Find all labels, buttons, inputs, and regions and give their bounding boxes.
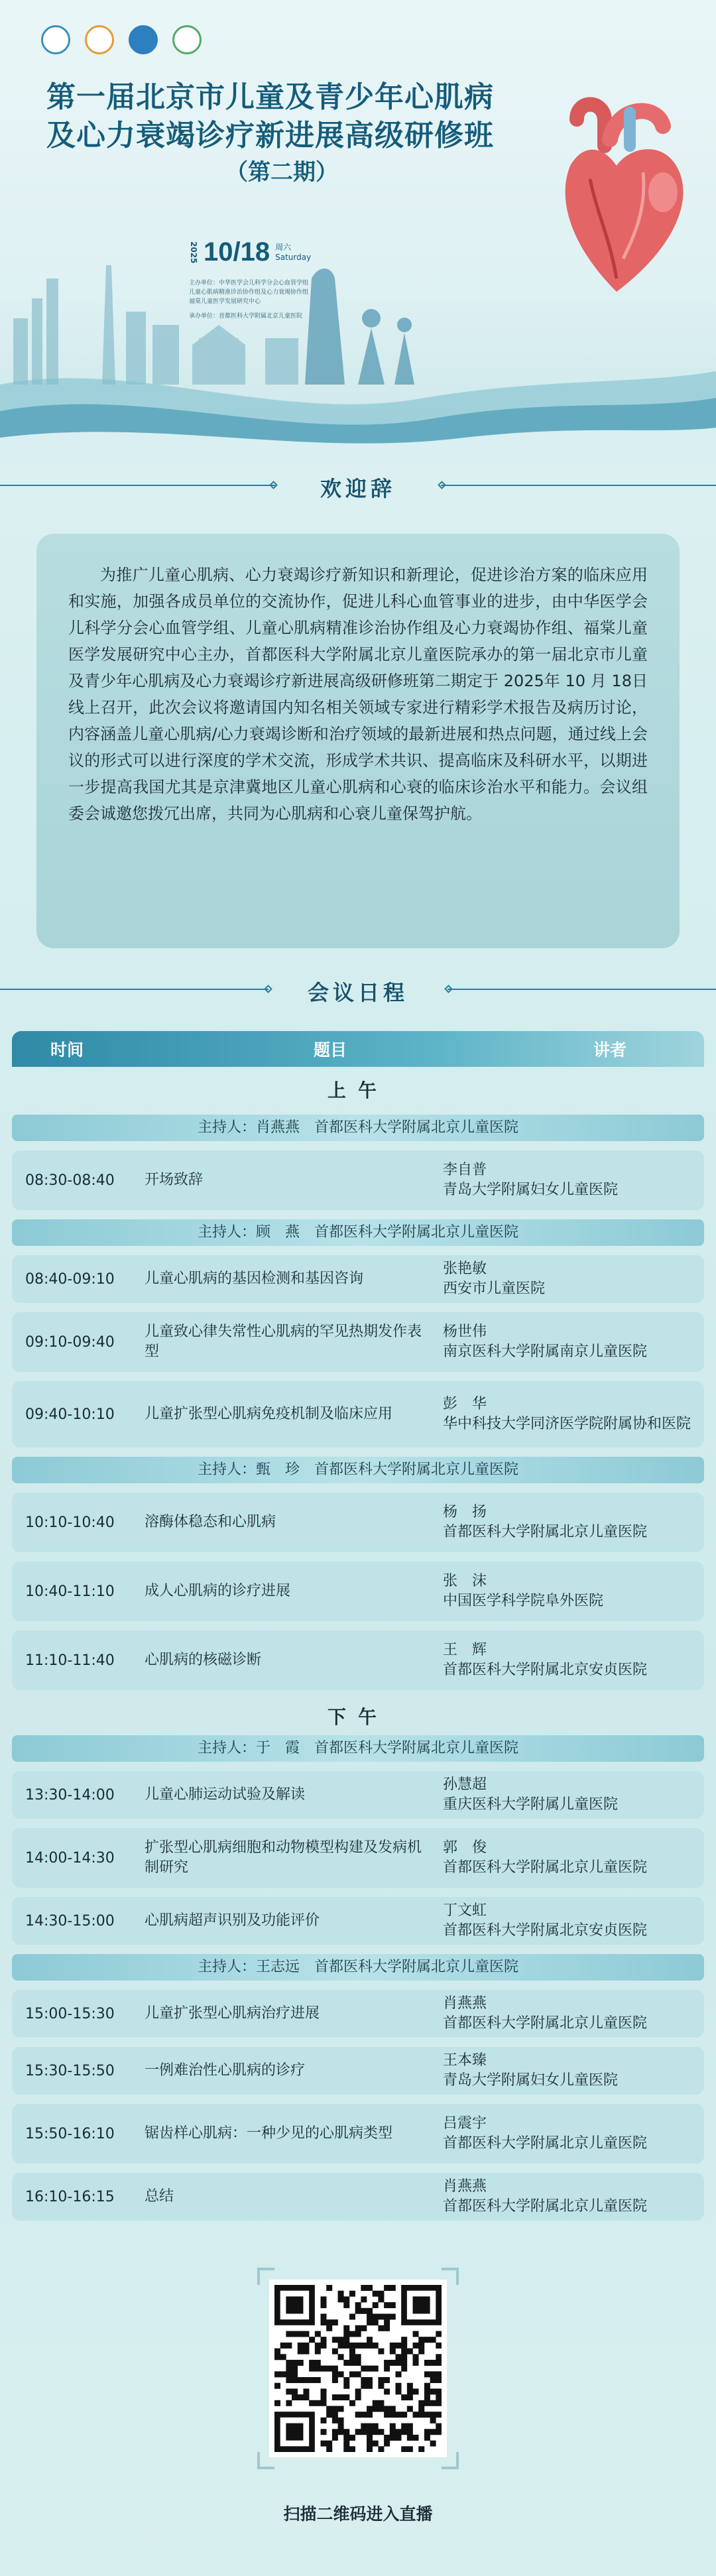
row-speaker: 肖燕燕 首都医科大学附属北京儿童医院 [443, 2178, 648, 2215]
row-time: 14:30-15:00 [25, 1912, 115, 1930]
header-banner [0, 0, 716, 464]
row-topic: 总结 [145, 2188, 174, 2205]
table-row [12, 1150, 704, 1210]
row-speaker: 杨世伟 南京医科大学附属南京儿童医院 [443, 1323, 648, 1360]
row-time: 14:00-14:30 [25, 1849, 115, 1867]
organizer-line: 福棠儿童医学发展研究中心 [189, 298, 261, 305]
row-topic: 儿童扩张型心肌病治疗进展 [145, 2005, 320, 2022]
row-speaker: 张艳敏 西安市儿童医院 [443, 1260, 546, 1297]
organizer-line: 主办单位：中华医学会儿科学分会心血管学组 [189, 280, 309, 286]
host-org-line: 承办单位：首都医科大学附属北京儿童医院 [189, 313, 303, 320]
organizer-line: 儿童心肌病精准诊治协作组及心力衰竭协作组 [189, 289, 309, 296]
column-header-speaker: 讲者 [593, 1040, 626, 1060]
schedule-section-heading [0, 976, 716, 1003]
welcome-panel [36, 534, 680, 948]
schedule-title: 会议日程 [307, 980, 408, 1005]
wave-decoration-icon [0, 345, 716, 464]
row-speaker: 郭 俊 首都医科大学附属北京儿童医院 [443, 1839, 648, 1876]
row-time: 10:10-10:40 [25, 1514, 115, 1531]
row-time: 15:50-16:10 [25, 2125, 115, 2142]
row-topic: 溶酶体稳态和心肌病 [145, 1514, 276, 1530]
row-time: 15:00-15:30 [25, 2005, 115, 2022]
period-afternoon: 下午 [327, 1706, 388, 1728]
row-topic: 心肌病超声识别及功能评价 [145, 1912, 320, 1929]
row-topic: 开场致辞 [145, 1172, 204, 1188]
row-topic: 锯齿样心肌病：一种少见的心肌病类型 [145, 2125, 393, 2142]
row-topic: 成人心肌病的诊疗进展 [145, 1583, 291, 1599]
table-row [12, 2173, 704, 2221]
row-time: 10:40-11:10 [25, 1583, 115, 1600]
row-speaker: 肖燕燕 首都医科大学附属北京儿童医院 [443, 1995, 648, 2032]
table-row [12, 1312, 704, 1372]
row-topic: 扩张型心肌病细胞和动物模型构建及发病机制研究 [145, 1839, 422, 1876]
table-row [12, 2104, 704, 2164]
row-time: 09:40-10:10 [25, 1406, 115, 1423]
row-speaker: 丁文虹 首都医科大学附属北京安贞医院 [443, 1902, 648, 1939]
page-title: 第一届北京市儿童及青少年心肌病 及心力衰竭诊疗新进展高级研修班 [46, 80, 494, 153]
column-header-topic: 题目 [313, 1040, 347, 1060]
row-topic: 儿童心肺运动试验及解读 [145, 1786, 306, 1803]
row-speaker: 王 辉 首都医科大学附属北京安贞医院 [443, 1642, 648, 1678]
session-host-bar: 主持人：于 霞 首都医科大学附属北京儿童医院 [12, 1735, 704, 1762]
row-topic: 儿童心肌病的基因检测和基因咨询 [145, 1270, 364, 1287]
sponsor-logo-icon [129, 25, 158, 54]
table-row [12, 1771, 704, 1819]
row-time: 08:40-09:10 [25, 1270, 115, 1288]
table-row [12, 2047, 704, 2095]
table-header [12, 1031, 704, 1067]
table-row [12, 1493, 704, 1552]
row-speaker: 吕震宇 首都医科大学附属北京儿童医院 [443, 2115, 648, 2152]
livestream-qr-code[interactable] [257, 2268, 459, 2469]
row-speaker: 孙慧超 重庆医科大学附属儿童医院 [443, 1776, 619, 1813]
welcome-section-heading [0, 472, 716, 499]
qr-code-icon [269, 2280, 447, 2457]
row-time: 13:30-14:00 [25, 1786, 115, 1804]
row-time: 16:10-16:15 [25, 2188, 115, 2205]
table-row [12, 1990, 704, 2038]
row-time: 09:10-09:40 [25, 1333, 115, 1351]
table-row [12, 1562, 704, 1621]
welcome-title: 欢迎辞 [320, 476, 396, 501]
event-year: 2025 [189, 241, 198, 264]
session-host-bar: 主持人：甄 珍 首都医科大学附属北京儿童医院 [12, 1457, 704, 1483]
row-speaker: 王本臻 青岛大学附属妇女儿童医院 [443, 2052, 619, 2089]
session-host-bar: 主持人：肖燕燕 首都医科大学附属北京儿童医院 [12, 1115, 704, 1141]
qr-caption: 扫描二维码进入直播 [283, 2504, 433, 2524]
row-time: 08:30-08:40 [25, 1172, 115, 1189]
event-day: 10/18 [204, 237, 270, 267]
table-row [12, 1381, 704, 1447]
sponsor-logo-icon [85, 25, 114, 54]
table-row [12, 1897, 704, 1945]
column-header-time: 时间 [50, 1040, 84, 1060]
row-speaker: 李自普 青岛大学附属妇女儿童医院 [443, 1162, 619, 1198]
sponsor-logo-icon [172, 25, 202, 54]
table-row [12, 1630, 704, 1690]
event-weekday: 周六 Saturday [275, 242, 312, 262]
welcome-text: 为推广儿童心肌病、心力衰竭诊疗新知识和新理论，促进诊治方案的临床应用和实施，加强各成员单位的交流协作，促进儿科心血管事业的进步，由中华医学会儿科学分会心血管学组、儿童心肌病精准诊治协作组及心力衰竭协作组、福棠儿童医学发展研究中心主办，首都医科大学附属北京儿童医院承办的第一届北京市儿童及青少年心肌病及心力衰竭诊疗新进展高级研修班第二期定于 2025年 10 月 18日线上召开，此次会议将邀请国内知名相关领域专家进行精彩学术报告及病历讨论，内容涵盖儿童心肌病/心力衰竭诊断和治疗领域的最新进展和热点问题，通过线上会议的形式可以进行深度的学术交流，形成学术共识、提高临床及科研水平，以期进一步提高我国尤其是京津冀地区儿童心肌病和心衰的临床诊治水平和能力。会议组委会诚邀您拨冗出席，共同为心肌病和心衰儿童保驾护航。 [68, 566, 648, 823]
row-topic: 心肌病的核磁诊断 [145, 1652, 262, 1668]
session-host-bar: 主持人：顾 燕 首都医科大学附属北京儿童医院 [12, 1219, 704, 1246]
row-speaker: 杨 扬 首都医科大学附属北京儿童医院 [443, 1504, 648, 1540]
row-time: 11:10-11:40 [25, 1652, 115, 1669]
schedule-table [12, 1031, 704, 2230]
sponsor-logos [41, 25, 202, 54]
table-row [12, 1255, 704, 1303]
row-speaker: 张 沫 中国医学科学院阜外医院 [443, 1573, 604, 1609]
row-topic: 儿童扩张型心肌病免疫机制及临床应用 [145, 1406, 393, 1422]
table-row [12, 1828, 704, 1888]
session-host-bar: 主持人：王志远 首都医科大学附属北京儿童医院 [12, 1954, 704, 1981]
page-subtitle: （第二期） [225, 159, 338, 186]
row-speaker: 彭 华 华中科技大学同济医学院附属协和医院 [443, 1396, 691, 1432]
period-morning: 上午 [327, 1079, 388, 1101]
row-topic: 儿童致心律失常性心肌病的罕见热期发作表型 [145, 1323, 422, 1360]
sponsor-logo-icon [41, 25, 70, 54]
row-topic: 一例难治性心肌病的诊疗 [145, 2062, 306, 2079]
row-time: 15:30-15:50 [25, 2062, 115, 2079]
